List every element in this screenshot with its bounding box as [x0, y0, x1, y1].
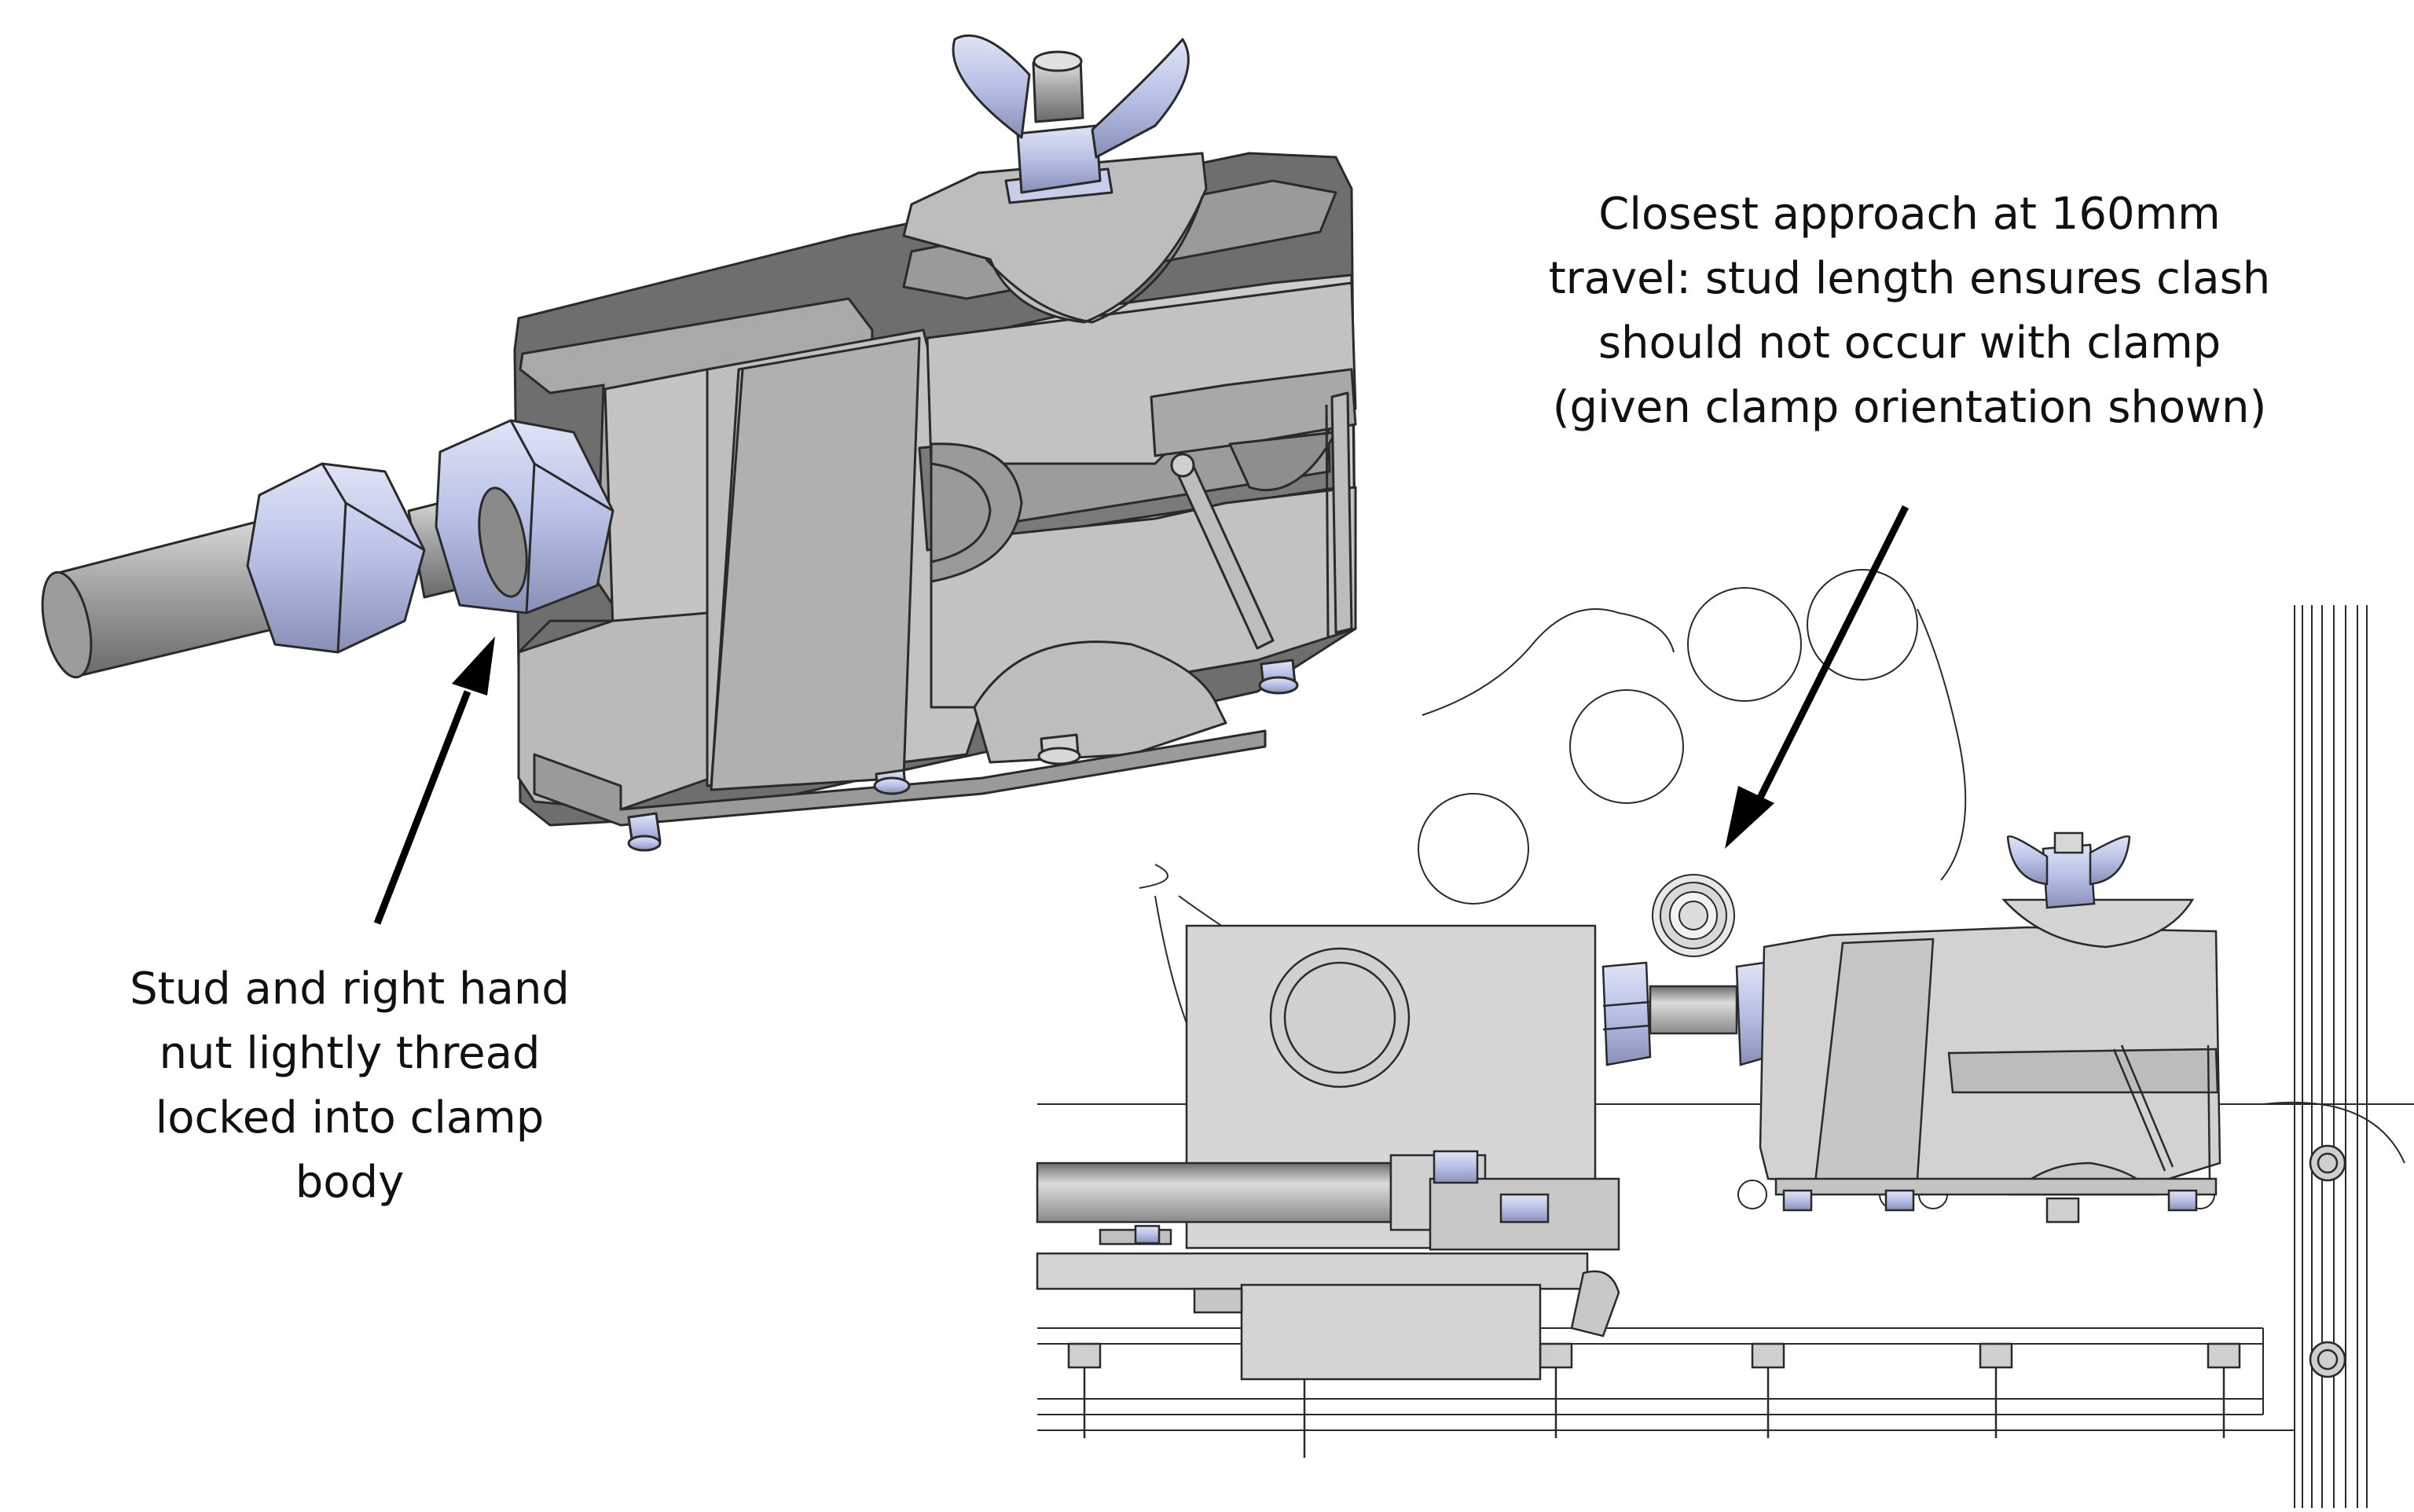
bearing — [1653, 875, 1734, 956]
nut-ortho-left — [1603, 963, 1650, 1065]
clamp-left-face-upper — [605, 369, 711, 629]
left-callout-line: nut lightly thread — [159, 1028, 541, 1079]
right-callout-line: Closest approach at 160mm — [1598, 189, 2221, 240]
nut-left — [248, 464, 424, 652]
right-callout-line: (given clamp orientation shown) — [1552, 382, 2267, 433]
left-callout-line: Stud and right hand — [130, 963, 570, 1015]
arrow-left — [377, 637, 495, 923]
left-callout-line: locked into clamp — [155, 1092, 545, 1143]
ortho-rod — [1037, 1155, 1619, 1379]
left-callout — [94, 957, 605, 1215]
clamp-pin-vertical — [1332, 393, 1352, 633]
ortho-clamp — [1760, 833, 2220, 1222]
right-callout-line: travel: stud length ensures clash — [1548, 253, 2271, 304]
isometric-clamp-assembly — [34, 35, 1356, 850]
left-callout-line: body — [295, 1157, 405, 1208]
clamp-slanted-plate — [711, 338, 919, 790]
stud-ortho — [1603, 963, 1768, 1065]
right-callout-line: should not occur with clamp — [1598, 317, 2221, 369]
orthographic-assembly — [1037, 570, 2414, 1508]
wing-nut-ortho — [2008, 833, 2130, 908]
right-callout — [1493, 182, 2326, 440]
